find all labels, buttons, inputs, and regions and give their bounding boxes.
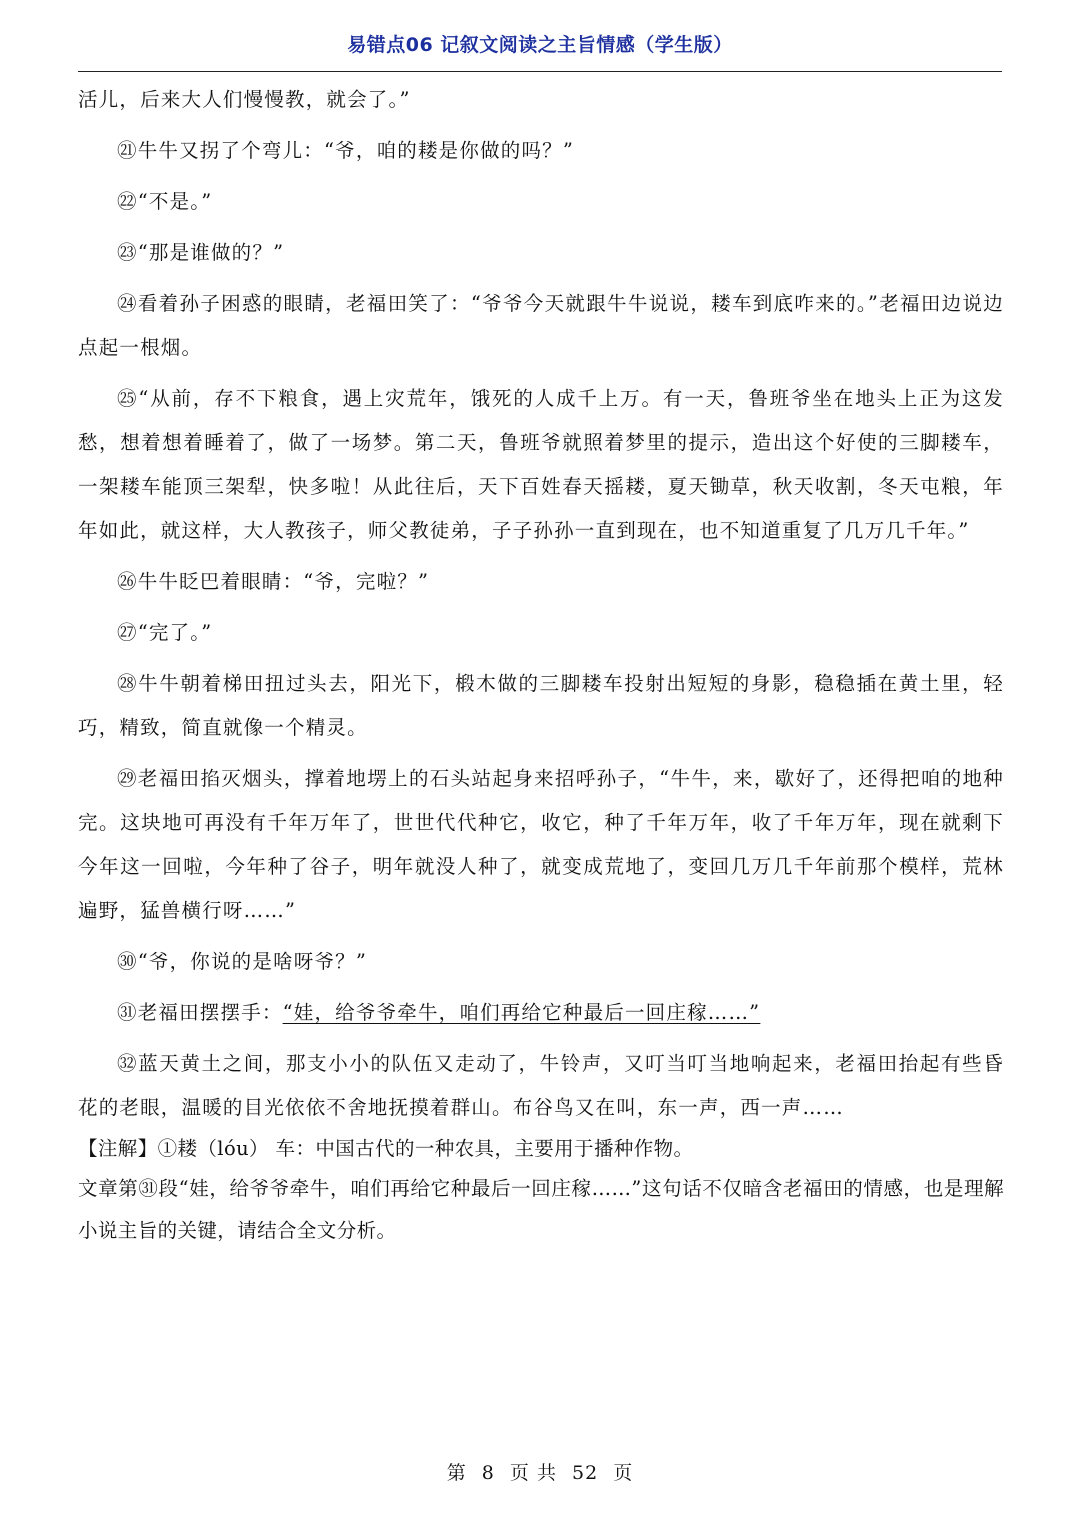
paragraph-32: ㉜蓝天黄土之间，那支小小的队伍又走动了，牛铃声，又叮当叮当地响起来，老福田抬起有些昏花的老眼，温暖的目光依依不舍地抚摸着群山。布谷鸟又在叫，东一声，西一声…… — [78, 1052, 1004, 1119]
header-title: 易错点06 记叙文阅读之主旨情感（学生版） — [347, 34, 733, 56]
paragraph-22: ㉒“不是。” — [117, 190, 213, 213]
paragraph-25: ㉕“从前，存不下粮食，遇上灾荒年，饿死的人成千上万。有一天，鲁班爷坐在地头上正为这发愁，想着想着睡着了，做了一场梦。第二天，鲁班爷就照着梦里的提示，造出这个好使的三脚耧车，一架耧车能顶三架犁，快多啦！从此往后，天下百姓春天摇耧，夏天锄草，秋天收割，冬天屯粮，年年如此，就这样，大人教孩子，师父教徒弟，子子孙孙一直到现在，也不知道重复了几万几千年。” — [78, 387, 1004, 542]
footer-total-pages: 52 — [572, 1462, 599, 1484]
paragraph-29: ㉙老福田掐灭烟头，撑着地塄上的石头站起身来招呼孙子，“牛牛，来，歇好了，还得把咱的地种完。这块地可再没有千年万年了，世世代代种它，收它，种了千年万年，收了千年万年，现在就剩下今年这一回啦，今年种了谷子，明年就没人种了，就变成荒地了，变回几万几千年前那个模样，荒林遍野，猛兽横行呀……” — [78, 767, 1004, 922]
paragraph-21: ㉑牛牛又拐了个弯儿：“爷，咱的耧是你做的吗？” — [117, 139, 575, 162]
paragraph-27: ㉗“完了。” — [117, 621, 213, 644]
paragraph-23: ㉓“那是谁做的？” — [117, 241, 285, 264]
annotation-label: 【注解】 — [78, 1137, 158, 1160]
footer-prefix: 第 — [446, 1462, 467, 1484]
page-header — [78, 30, 1002, 72]
page-footer — [0, 1458, 1080, 1485]
annotation-text: ①耧（lóu） 车：中国古代的一种农具，主要用于播种作物。 — [157, 1137, 694, 1160]
annotation-note — [78, 1130, 1004, 1168]
paragraph-continued: 活儿，后来大人们慢慢教，就会了。” — [78, 88, 411, 111]
paragraph-31-prefix: ㉛老福田摆摆手： — [117, 1001, 283, 1024]
paragraph-31 — [78, 991, 1004, 1035]
paragraph-26: ㉖牛牛眨巴着眼睛：“爷，完啦？” — [117, 570, 430, 593]
paragraph-28: ㉘牛牛朝着梯田扭过头去，阳光下，椴木做的三脚耧车投射出短短的身影，稳稳插在黄土里，轻巧，精致，简直就像一个精灵。 — [78, 672, 1004, 739]
paragraph-30: ㉚“爷，你说的是啥呀爷？” — [117, 950, 368, 973]
footer-suffix: 页 — [613, 1462, 634, 1484]
footer-middle: 页 共 — [509, 1462, 557, 1484]
paragraph-24: ㉔看着孙子困惑的眼睛，老福田笑了：“爷爷今天就跟牛牛说说，耧车到底咋来的。”老福田边说边点起一根烟。 — [78, 292, 1004, 359]
question-text: 文章第㉛段“娃，给爷爷牵牛，咱们再给它种最后一回庄稼……”这句话不仅暗含老福田的情感，也是理解小说主旨的关键，请结合全文分析。 — [78, 1177, 1004, 1242]
footer-page-number: 8 — [481, 1462, 495, 1484]
paragraph-31-underlined-quote: “娃，给爷爷牵牛，咱们再给它种最后一回庄稼……” — [282, 1001, 761, 1024]
article-body — [78, 78, 1004, 1252]
